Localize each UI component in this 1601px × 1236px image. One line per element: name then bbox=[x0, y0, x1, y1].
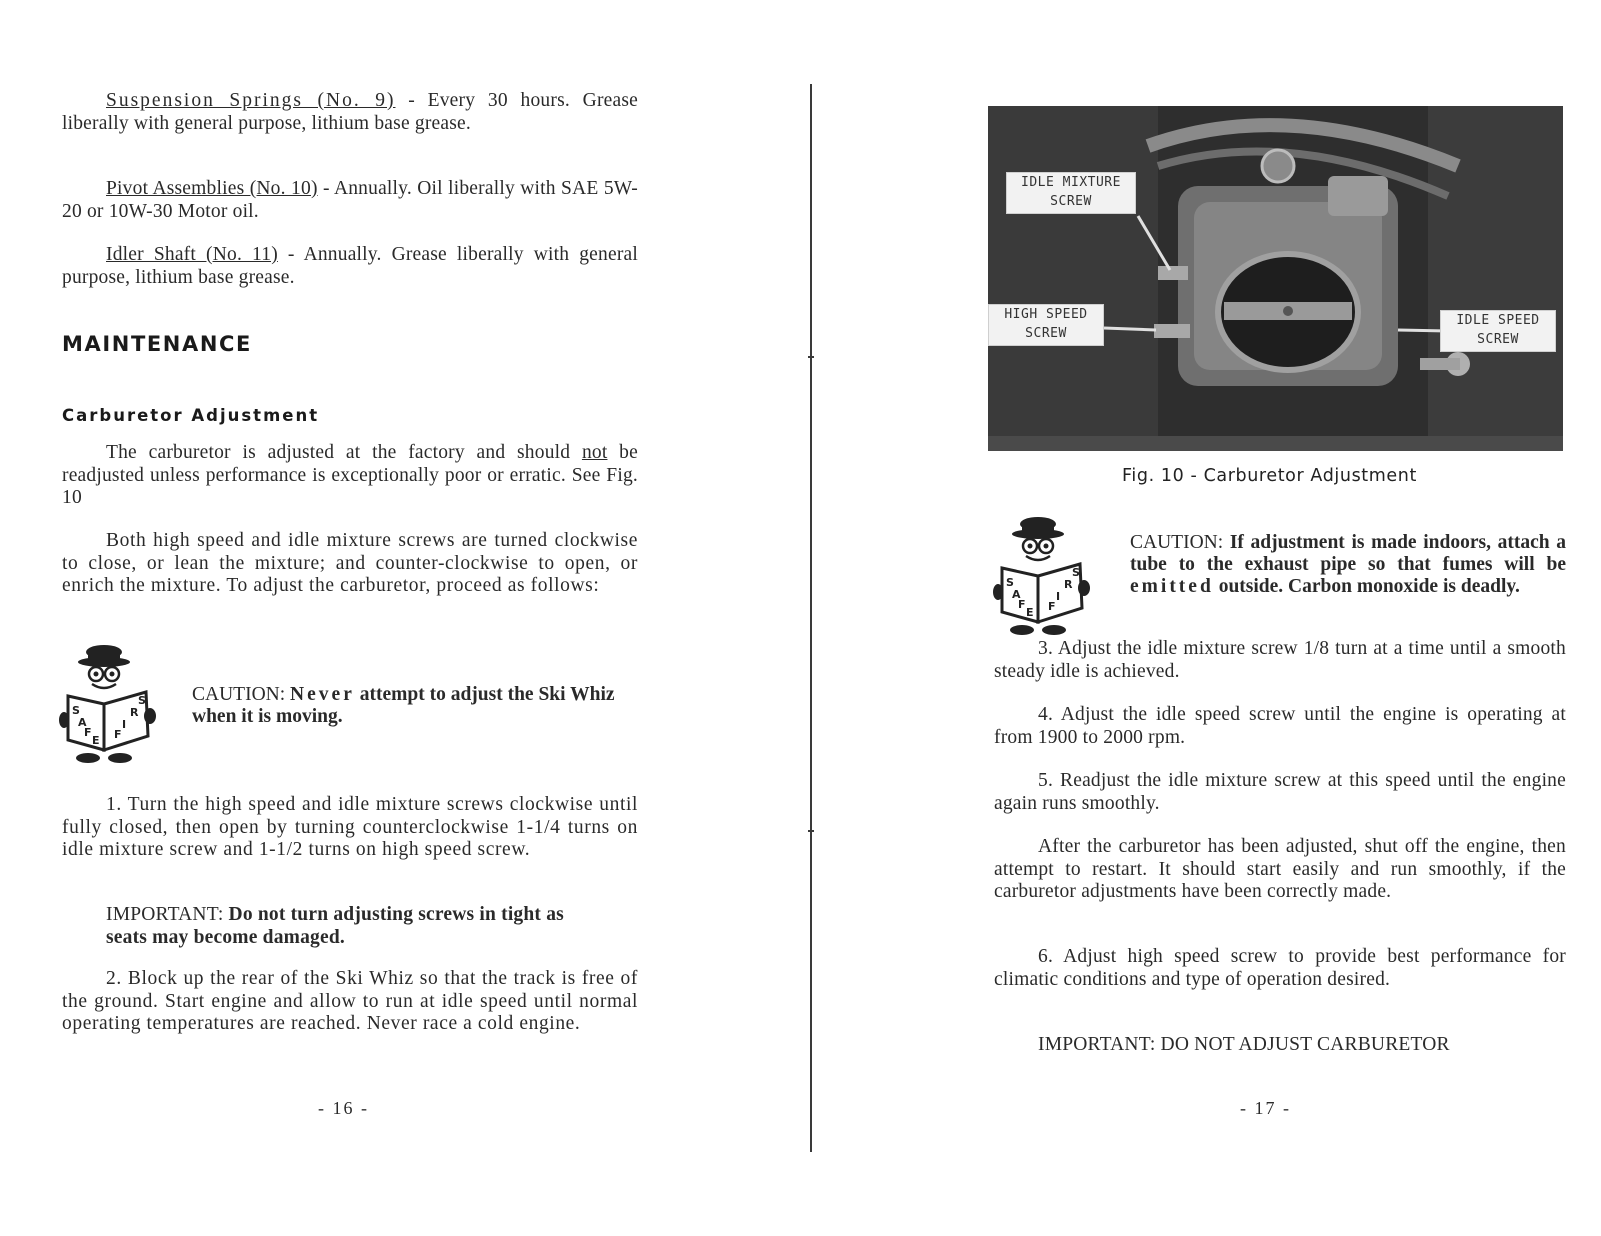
idle-speed-callout-line1: IDLE SPEED bbox=[1456, 313, 1540, 328]
idler-shaft-text: - Annually. Grease liberally with general purpose, lithium base grease. bbox=[62, 244, 638, 288]
svg-text:A: A bbox=[78, 716, 87, 729]
important-right: IMPORTANT: DO NOT ADJUST CARBURETOR bbox=[1038, 1034, 1450, 1055]
svg-text:F: F bbox=[84, 726, 92, 739]
intro-paragraph bbox=[62, 442, 638, 510]
step-2-paragraph bbox=[62, 968, 638, 1036]
intro-not: not bbox=[581, 442, 608, 463]
safety-first-mascot-icon bbox=[58, 640, 170, 768]
important-left-text: Do not turn adjusting screws in tight as seats may become damaged. bbox=[106, 904, 564, 948]
book-spine bbox=[810, 84, 812, 1152]
idler-shaft-title: Idler Shaft (No. 11) bbox=[106, 244, 278, 265]
step-6-text: 6. Adjust high speed screw to provide best performance for climatic conditions and type of operation desired. bbox=[994, 946, 1566, 990]
caution-right bbox=[1130, 532, 1566, 598]
after-adjustment-paragraph bbox=[994, 836, 1566, 904]
step-3-paragraph bbox=[994, 638, 1566, 683]
svg-text:E: E bbox=[1026, 606, 1034, 619]
intro-part2: be readjusted unless performance is exceptionally poor or erratic. See Fig. 10 bbox=[62, 442, 638, 508]
svg-text:F: F bbox=[114, 728, 122, 741]
caution-right-text2: outside. Carbon monoxide is deadly. bbox=[1213, 576, 1520, 597]
svg-text:S: S bbox=[1006, 576, 1014, 589]
svg-text:I: I bbox=[1056, 590, 1061, 603]
safety-first-mascot-icon bbox=[992, 512, 1104, 640]
high-speed-callout bbox=[988, 304, 1104, 346]
caution-right-text1: If adjustment is made indoors, attach a tube to the exhaust pipe so that fumes will be bbox=[1130, 532, 1566, 575]
carburetor-photo bbox=[988, 106, 1563, 451]
idler-shaft-paragraph bbox=[62, 244, 638, 289]
step-1-text: 1. Turn the high speed and idle mixture screws clockwise until fully closed, then open by turning counterclockwise 1-1/4 turns on idle mixture screw and 1-1/2 turns on high speed screw. bbox=[62, 794, 638, 860]
idle-speed-callout bbox=[1440, 310, 1556, 352]
page-number-17: - 17 - bbox=[1240, 1098, 1291, 1118]
suspension-springs-paragraph bbox=[62, 90, 638, 135]
step-6-paragraph bbox=[994, 946, 1566, 991]
step-4-text: 4. Adjust the idle speed screw until the engine is operating at from 1900 to 2000 rpm. bbox=[994, 704, 1566, 748]
idle-speed-callout-line2: SCREW bbox=[1477, 332, 1519, 347]
caution-left-never: Never bbox=[290, 684, 355, 705]
svg-text:S: S bbox=[72, 704, 80, 717]
figure-caption: Fig. 10 - Carburetor Adjustment bbox=[1122, 466, 1417, 486]
idle-mixture-callout-line1: IDLE MIXTURE bbox=[1021, 175, 1121, 190]
intro-part1: The carburetor is adjusted at the factory and should bbox=[106, 442, 582, 463]
high-speed-callout-line2: SCREW bbox=[1025, 326, 1067, 341]
high-speed-callout-line1: HIGH SPEED bbox=[1004, 307, 1088, 322]
svg-text:R: R bbox=[130, 706, 139, 719]
step-4-paragraph bbox=[994, 704, 1566, 749]
svg-text:F: F bbox=[1018, 598, 1026, 611]
after-adjustment-text: After the carburetor has been adjusted, shut off the engine, then attempt to restart. It should start easily and run smoothly, if the carburetor adjustments have been correctly made. bbox=[994, 836, 1566, 902]
step-5-text: 5. Readjust the idle mixture screw at this speed until the engine again runs smoothly. bbox=[994, 770, 1566, 814]
carburetor-adjustment-heading: Carburetor Adjustment bbox=[62, 406, 320, 425]
carburetor-illustration bbox=[988, 106, 1563, 451]
left-page bbox=[0, 0, 800, 1236]
page-number-16: - 16 - bbox=[318, 1098, 369, 1118]
svg-text:E: E bbox=[92, 734, 100, 747]
important-left-label: IMPORTANT: bbox=[106, 904, 229, 925]
svg-text:I: I bbox=[122, 718, 127, 731]
pivot-assemblies-title: Pivot Assemblies (No. 10) bbox=[106, 178, 318, 199]
svg-text:F: F bbox=[1048, 600, 1056, 613]
svg-text:S: S bbox=[138, 694, 146, 707]
suspension-springs-title: Suspension Springs (No. 9) bbox=[106, 90, 396, 111]
screws-paragraph bbox=[62, 530, 638, 598]
spine-mark bbox=[808, 356, 814, 358]
pivot-assemblies-paragraph bbox=[62, 178, 638, 223]
svg-text:S: S bbox=[1072, 566, 1080, 579]
screws-text: Both high speed and idle mixture screws are turned clockwise to close, or lean the mixture; and counter-clockwise to open, or enrich the mixture. To adjust the carburetor, proceed as follows: bbox=[62, 530, 638, 596]
caution-left bbox=[192, 684, 640, 728]
important-left bbox=[106, 904, 586, 949]
idle-mixture-callout bbox=[1006, 172, 1136, 214]
svg-text:R: R bbox=[1064, 578, 1073, 591]
step-5-paragraph bbox=[994, 770, 1566, 815]
pivot-assemblies-text: - Annually. Oil liberally with SAE 5W-20 or 10W-30 Motor oil. bbox=[62, 178, 638, 222]
step-1-paragraph bbox=[62, 794, 638, 862]
step-2-text: 2. Block up the rear of the Ski Whiz so that the track is free of the ground. Start engine and allow to run at idle speed until normal operating temperatures are reached. Never race a cold engine. bbox=[62, 968, 638, 1034]
maintenance-heading: MAINTENANCE bbox=[62, 332, 252, 356]
suspension-springs-text: - Every 30 hours. Grease liberally with general purpose, lithium base grease. bbox=[62, 90, 638, 134]
caution-right-emitted: emitted bbox=[1130, 576, 1214, 597]
idle-mixture-callout-line2: SCREW bbox=[1050, 194, 1092, 209]
spine-mark bbox=[808, 830, 814, 832]
step-3-text: 3. Adjust the idle mixture screw 1/8 turn at a time until a smooth steady idle is achieved. bbox=[994, 638, 1566, 682]
caution-left-label: CAUTION: bbox=[192, 684, 291, 705]
caution-right-label: CAUTION: bbox=[1130, 532, 1230, 553]
svg-text:A: A bbox=[1012, 588, 1021, 601]
caution-left-rest: attempt to adjust the Ski Whiz when it is moving. bbox=[192, 684, 615, 727]
